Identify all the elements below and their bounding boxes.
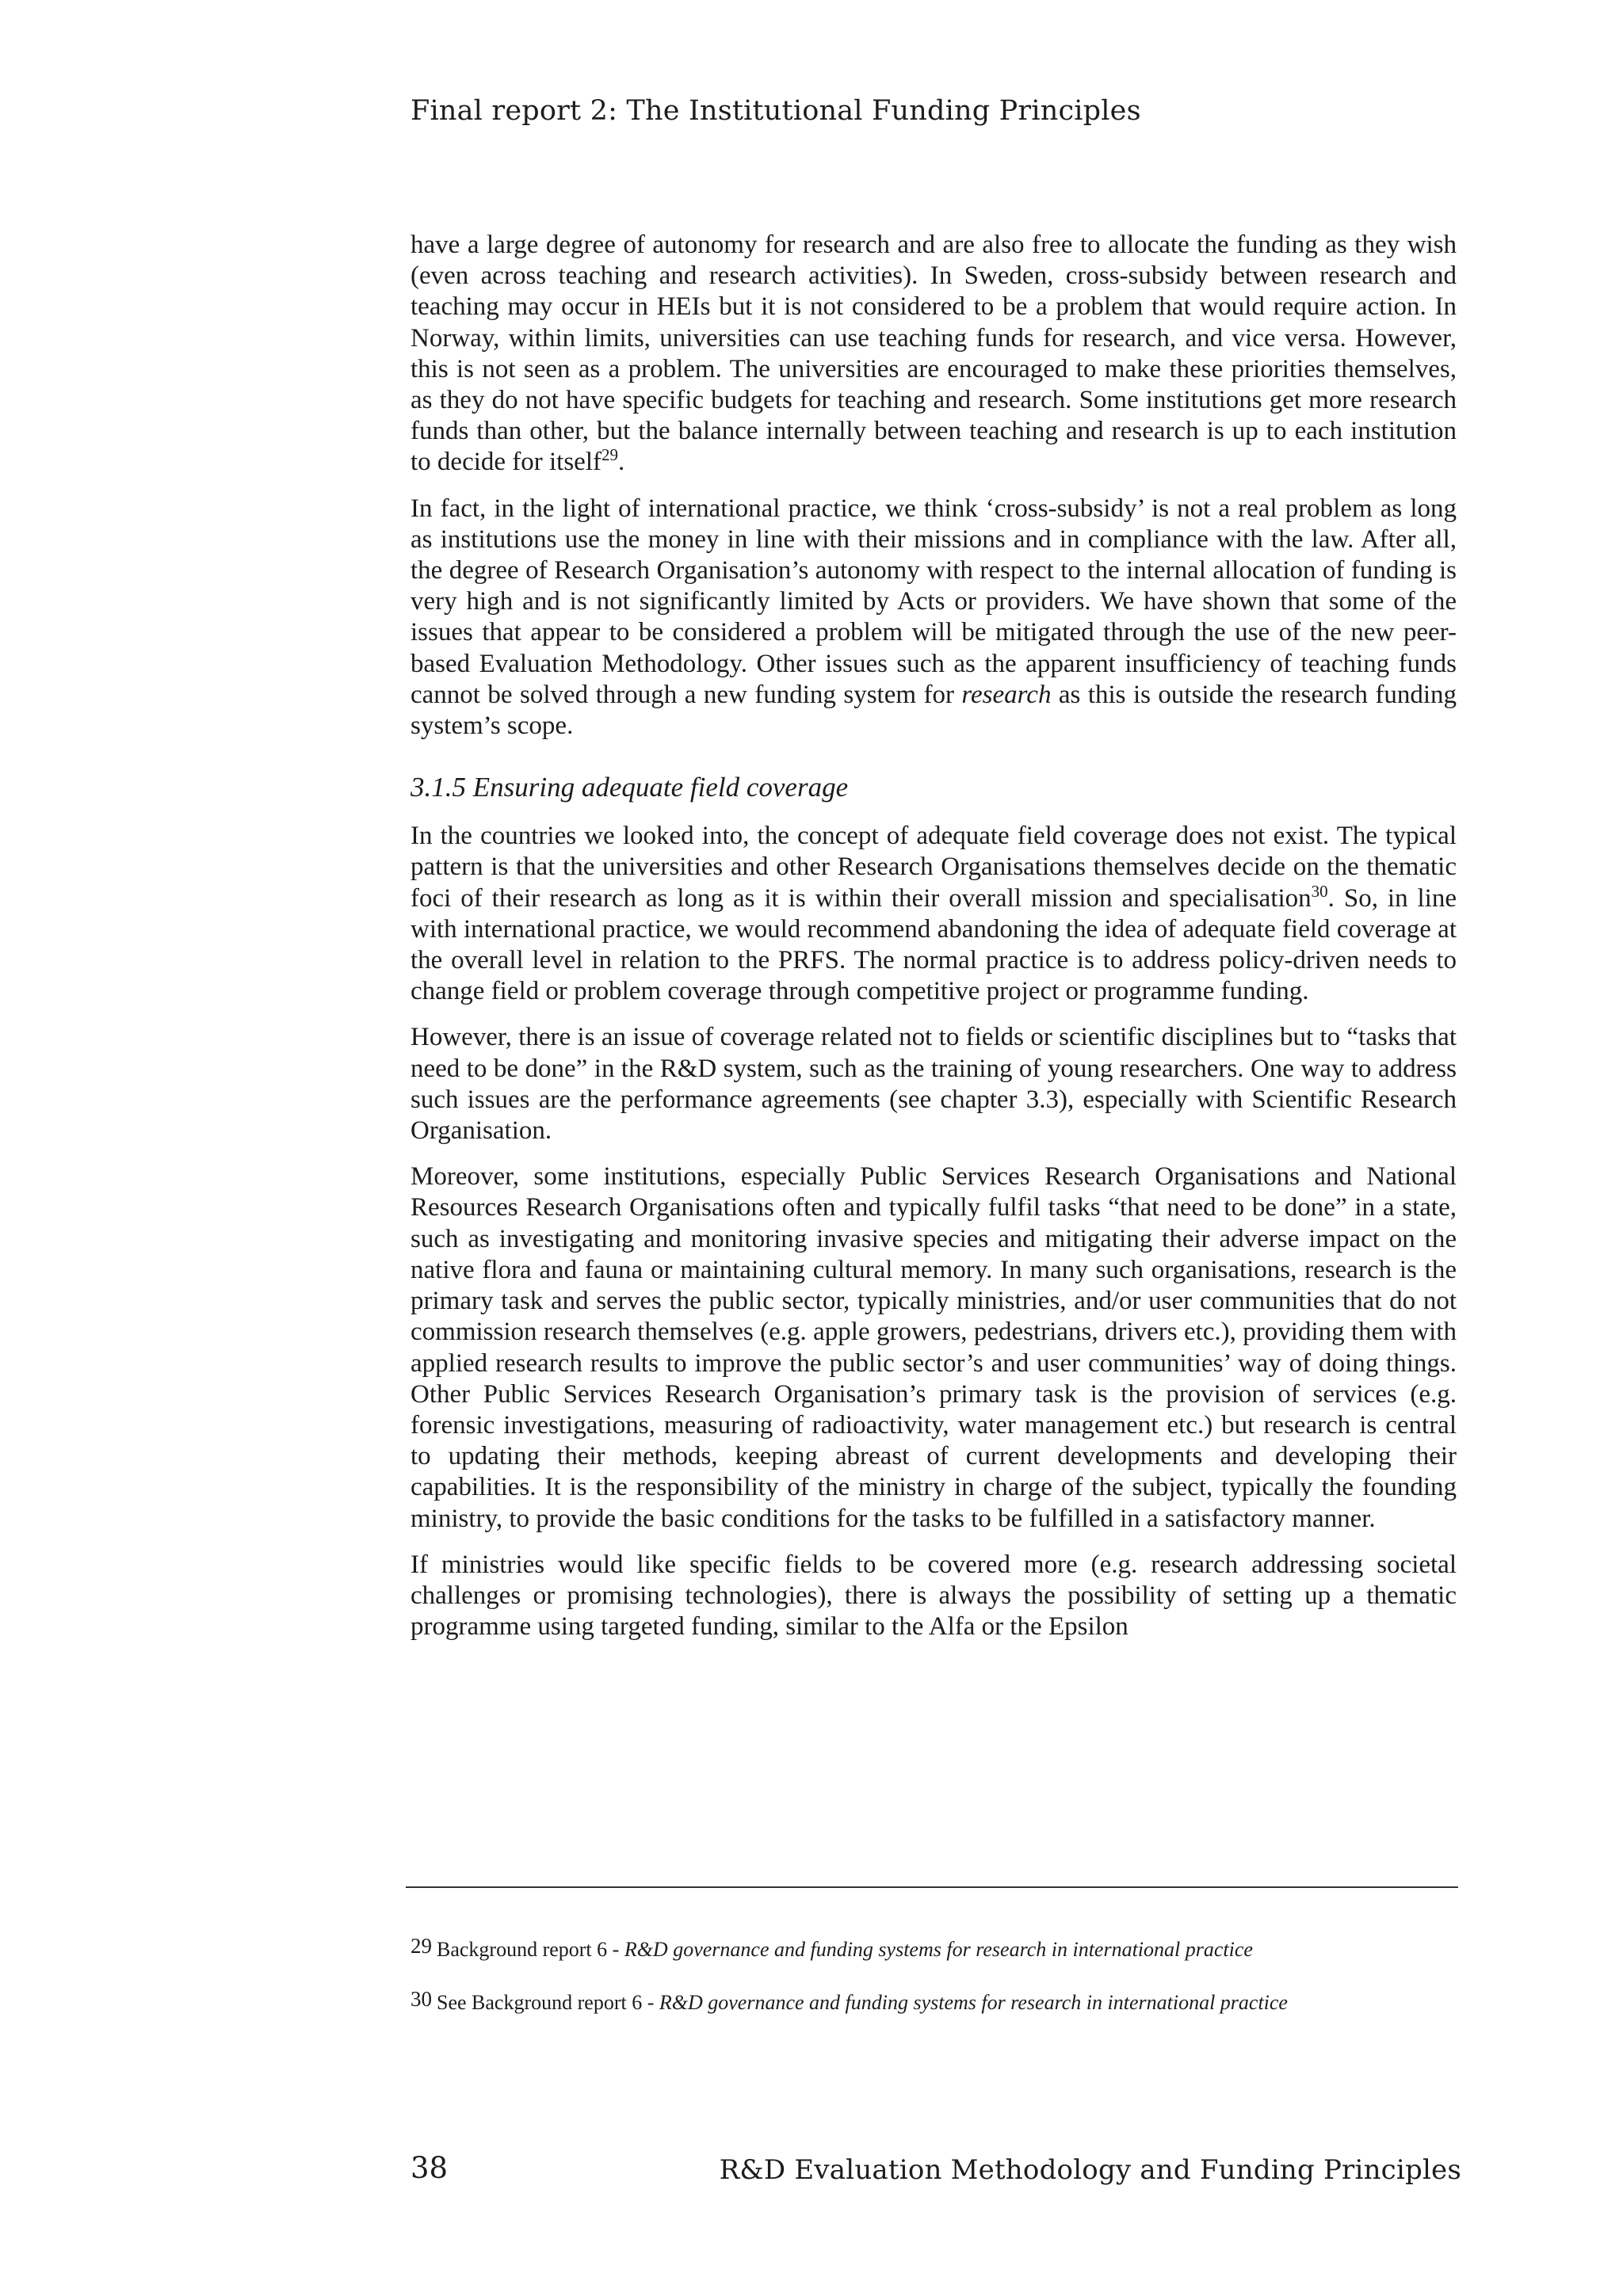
running-header: Final report 2: The Institutional Funding Principles	[411, 95, 1141, 127]
paragraph-2-emphasis: research	[961, 680, 1052, 709]
footnote-29	[411, 1933, 1465, 1962]
page-number: 38	[411, 2151, 449, 2185]
footnote-number: 30	[411, 1987, 432, 2011]
section-heading: 3.1.5 Ensuring adequate field coverage	[411, 772, 849, 803]
paragraph-1	[411, 230, 1457, 479]
footnote-prefix: Background report 6 -	[437, 1938, 624, 1961]
paragraph-1-end: .	[618, 448, 625, 477]
paragraph-6: If ministries would like specific fields to be covered more (e.g. research addressing societal challenges or promising technologies), there is always the possibility of setting up a thematic programme using targeted funding, similar to the Alfa or the Epsilon	[411, 1550, 1457, 1642]
footnote-ref-30[interactable]: 30	[1311, 881, 1328, 901]
body-text	[411, 230, 1457, 1657]
footnote-divider	[406, 1886, 1458, 1888]
paragraph-3-after: . So, in line with international practice, we would recommend abandoning the idea of adequate field coverage at the overall level in relation to the PRFS. The normal practice is to address policy-driven needs to change field or problem coverage through competitive project or programme funding.	[411, 883, 1457, 1006]
paragraph-1-text: have a large degree of autonomy for research and are also free to allocate the funding as they wish (even across teaching and research activities). In Sweden, cross-subsidy between research and teaching may occur in HEIs but it is not considered to be a problem that would require action. In Norway, within limits, universities can use teaching funds for research, and vice versa. However, this is not seen as a problem. The universities are encouraged to make these priorities themselves, as they do not have specific budgets for teaching and research. Some institutions get more research funds than other, but the balance internally between teaching and research is up to each institution to decide for itself	[411, 231, 1457, 477]
paragraph-2	[411, 494, 1457, 742]
paragraph-2-before: In fact, in the light of international practice, we think ‘cross-subsidy’ is not a real problem as long as institutions use the money in line with their missions and in compliance with the law. After all, the degree of Research Organisation’s autonomy with respect to the internal allocation of funding is very high and is not significantly limited by Acts or providers. We have shown that some of the issues that appear to be considered a problem will be mitigated through the use of the new peer-based Evaluation Methodology. Other issues such as the apparent insufficiency of teaching funds cannot be solved through a new funding system for	[411, 494, 1457, 709]
footnotes	[411, 1933, 1465, 2039]
footnote-title: R&D governance and funding systems for research in international practice	[659, 1991, 1288, 2014]
footnote-prefix: See Background report 6 -	[437, 1991, 659, 2014]
paragraph-5: Moreover, some institutions, especially Public Services Research Organisations and National Resources Research Organisations often and typically fulfil tasks “that need to be done” in a state, such as investigating and monitoring invasive species and mitigating their adverse impact on the native flora and fauna or maintaining cultural memory. In many such organisations, research is the primary task and serves the public sector, typically ministries, and/or user communities that do not commission research themselves (e.g. apple growers, pedestrians, drivers etc.), providing them with applied research results to improve the public sector’s and user communities’ way of doing things. Other Public Services Research Organisation’s primary task is the provision of services (e.g. forensic investigations, measuring of radioactivity, water management etc.) but research is central to updating their methods, keeping abreast of current developments and developing their capabilities. It is the responsibility of the ministry in charge of the subject, typically the founding ministry, to provide the basic conditions for the tasks to be fulfilled in a satisfactory manner.	[411, 1162, 1457, 1533]
footnote-number: 29	[411, 1934, 432, 1958]
paragraph-3	[411, 821, 1457, 1007]
paragraph-2-after: as this is outside the research funding system’s scope.	[411, 680, 1457, 741]
footnote-ref-29[interactable]: 29	[601, 445, 618, 465]
footnote-title: R&D governance and funding systems for research in international practice	[624, 1938, 1253, 1961]
footnote-30	[411, 1986, 1465, 2016]
paragraph-4: However, there is an issue of coverage related not to fields or scientific disciplines but to “tasks that need to be done” in the R&D system, such as the training of young researchers. One way to address such issues are the performance agreements (see chapter 3.3), especially with Scientific Research Organisation.	[411, 1023, 1457, 1146]
running-footer: R&D Evaluation Methodology and Funding Principles	[719, 2154, 1461, 2186]
paragraph-3-before: In the countries we looked into, the concept of adequate field coverage does not exist. The typical pattern is that the universities and other Research Organisations themselves decide on the thematic foci of their research as long as it is within their overall mission and specialisation	[411, 822, 1457, 913]
